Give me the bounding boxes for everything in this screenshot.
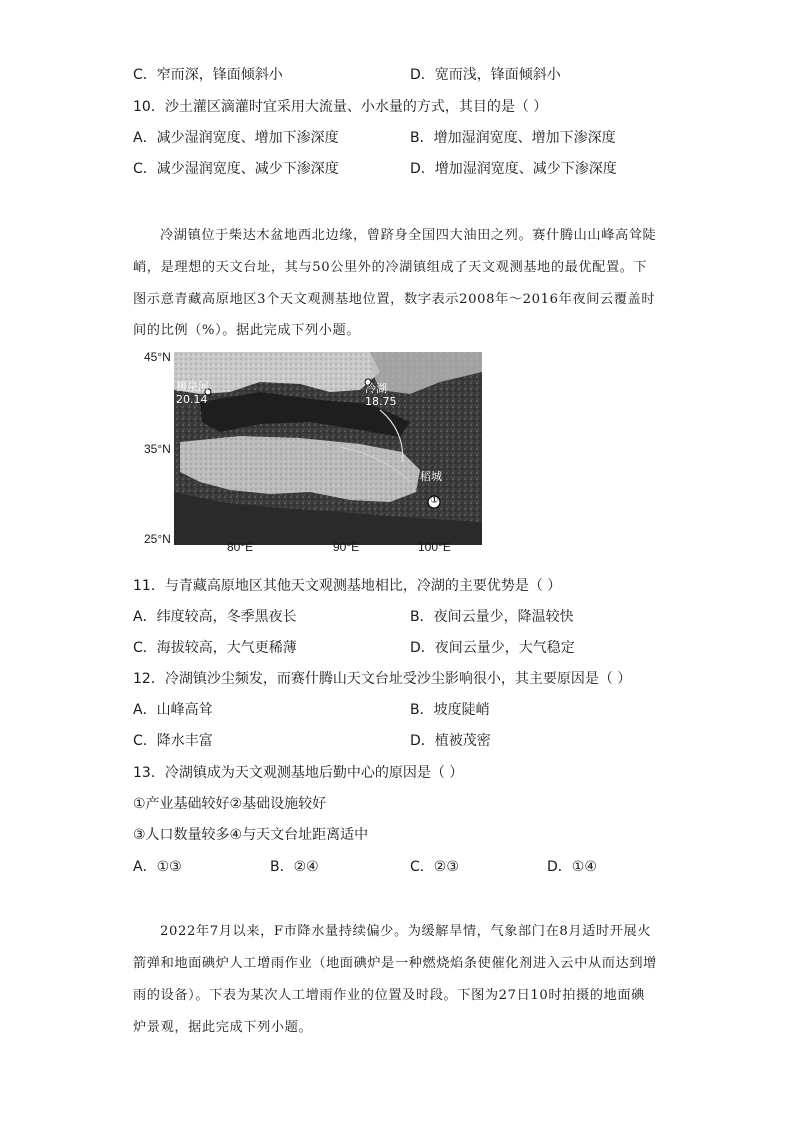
passage1-line: 峭，是理想的天文台址，其与50公里外的冷湖镇组成了天文观测基地的最优配置。下: [133, 260, 648, 275]
passage1-line: 间的比例（%）。据此完成下列小题。: [133, 323, 361, 338]
q12-option-a: A．山峰高耸: [133, 702, 213, 718]
site-label-shiquanhe: [176, 380, 209, 406]
site-value: 20.14: [176, 393, 208, 406]
passage1-line: 图示意青藏高原地区3个天文观测基地位置，数字表示2008年～2016年夜间云覆盖时: [133, 292, 656, 307]
q11-option-b: B．夜间云量少，降温较快: [410, 609, 574, 625]
site-label-lenghu: [365, 382, 397, 408]
q11-option-a: A．纬度较高，冬季黑夜长: [133, 609, 297, 625]
q10-option-d: D．增加湿润宽度、减少下渗深度: [410, 161, 617, 177]
passage2-line: 雨的设备）。下表为某次人工增雨作业的位置及时段。下图为27日10时拍摄的地面碘: [133, 988, 645, 1003]
q12-option-d: D．植被茂密: [410, 733, 491, 749]
q12-option-c: C．降水丰富: [133, 733, 213, 749]
passage1-line: 冷湖镇位于柴达木盆地西北边缘，曾跻身全国四大油田之列。赛什腾山山峰高耸陡: [160, 228, 657, 243]
site-value: 18.75: [365, 395, 397, 408]
lat-label-25: 25°N: [144, 532, 171, 546]
q10-option-c: C．减少湿润宽度、减少下渗深度: [133, 161, 339, 177]
passage2-line: 炉景观，据此完成下列小题。: [133, 1020, 313, 1035]
q13-option-c: C．②③: [410, 859, 459, 875]
q10-option-a: A．减少湿润宽度、增加下渗深度: [133, 130, 339, 146]
passage2-line: 2022年7月以来，F市降水量持续偏少。为缓解旱情，气象部门在8月适时开展火: [160, 924, 652, 939]
q11-option-d: D．夜间云量少，大气稳定: [410, 640, 575, 656]
passage2-line: 箭弹和地面碘炉人工增雨作业（地面碘炉是一种燃烧焰条使催化剂进入云中从而达到增: [133, 956, 657, 971]
q10-option-b: B．增加湿润宽度、增加下渗深度: [410, 130, 616, 146]
site-number-marker: ①: [430, 495, 439, 506]
q9-option-d: D．宽而浅，锋面倾斜小: [410, 67, 561, 83]
lon-label-90: 90°E: [333, 540, 360, 554]
q13-option-d: D．①④: [547, 859, 597, 875]
site-name: 冷湖: [365, 382, 387, 395]
q13-stem: 13．冷湖镇成为天文观测基地后勤中心的原因是（ ）: [133, 765, 464, 781]
q13-statement-line: ③人口数量较多④与天文台址距离适中: [133, 827, 369, 843]
q13-option-b: B．②④: [270, 859, 319, 875]
site-label-daocheng: [420, 470, 442, 483]
site-name: 狮泉河: [176, 380, 209, 393]
q13-option-a: A．①③: [133, 859, 182, 875]
q12-stem: 12．冷湖镇沙尘频发，而赛什腾山天文台址受沙尘影响很小，其主要原因是（ ）: [133, 671, 632, 687]
tibetan-plateau-map: [140, 352, 482, 545]
q9-option-c: C．窄而深，锋面倾斜小: [133, 67, 283, 83]
q11-option-c: C．海拔较高，大气更稀薄: [133, 640, 297, 656]
lon-label-80: 80°E: [227, 540, 254, 554]
q12-option-b: B．坡度陡峭: [410, 702, 490, 718]
lat-label-45: 45°N: [144, 350, 171, 364]
site-name: 稻城: [420, 470, 442, 483]
q10-stem: 10．沙土灌区滴灌时宜采用大流量、小水量的方式，其目的是（ ）: [133, 99, 548, 115]
lon-label-100: 100°E: [418, 540, 451, 554]
lat-label-35: 35°N: [144, 442, 171, 456]
q11-stem: 11．与青藏高原地区其他天文观测基地相比，冷湖的主要优势是（ ）: [133, 578, 562, 594]
q13-statement-line: ①产业基础较好②基础设施较好: [133, 796, 327, 812]
